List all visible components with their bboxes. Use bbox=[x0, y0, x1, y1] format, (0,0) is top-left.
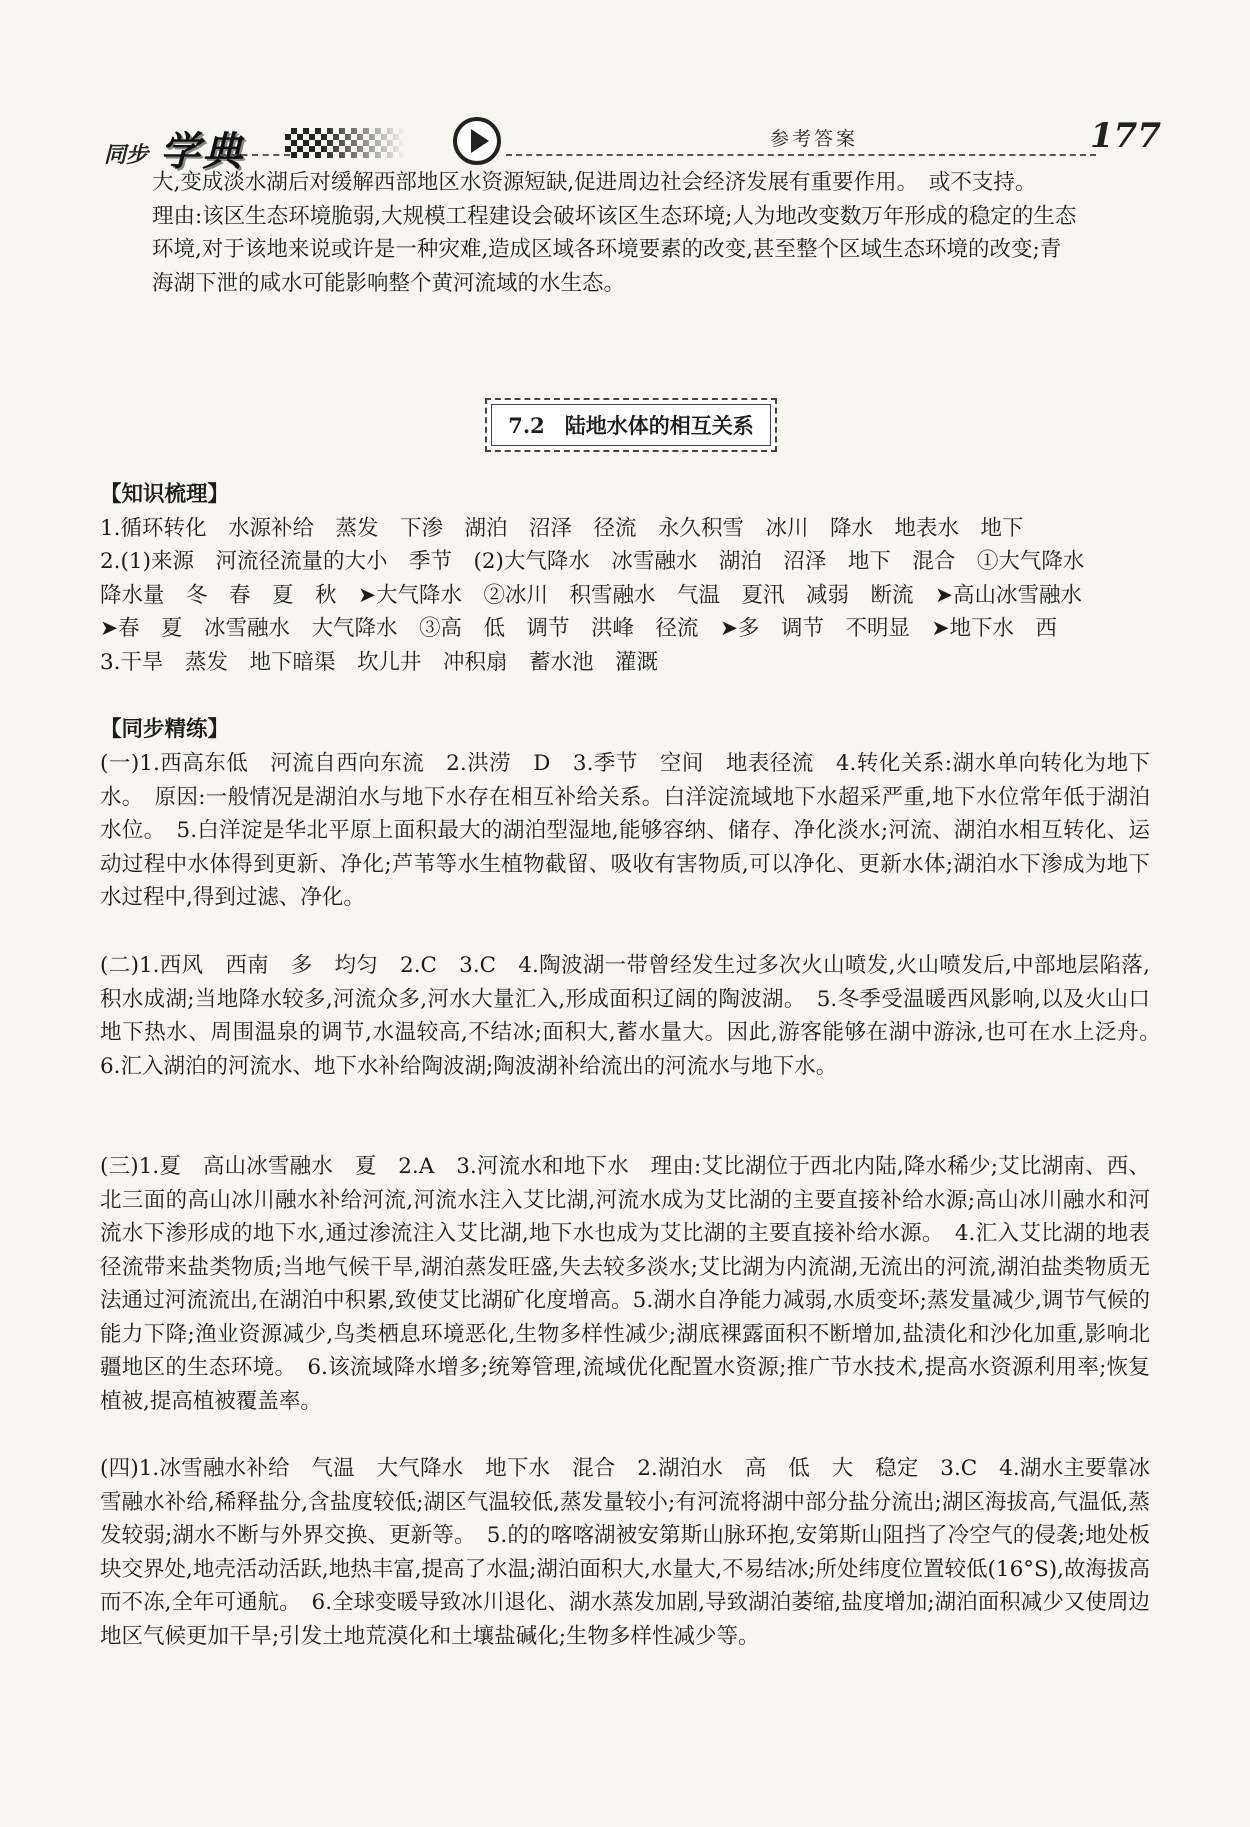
intro-paragraph bbox=[152, 166, 1152, 300]
practice-paragraph: (三)1.夏 高山冰雪融水 夏 2.A 3.河流水和地下水 理由:艾比湖位于西北内陆,降水稀少;艾比湖南、西、北三面的高山冰川融水补给河流,河流水注入艾比湖,河流水成为艾比湖的主要直接补给水源;高山冰川融水和河流水下渗形成的地下水,通过渗流注入艾比湖,地下水也成为艾比湖的主要直接补给水源。 4.汇入艾比湖的地表径流带来盐类物质;当地气候干旱,湖泊蒸发旺盛,失去较多淡水;艾比湖为内流湖,无流出的河流,湖泊盐类物质无法通过河流流出,在湖泊中积累,致使艾比湖矿化度增高。5.湖水自净能力减弱,水质变坏;蒸发量减少,调节气候的能力下降;渔业资源减少,鸟类栖息环境恶化,生物多样性减少;湖底裸露面积不断增加,盐渍化和沙化加重,影响北疆地区的生态环境。 6.该流域降水增多;统筹管理,流域优化配置水资源;推广节水技术,提高水资源利用率;恢复植被,提高植被覆盖率。 bbox=[100, 1154, 1150, 1414]
checker-decoration bbox=[285, 128, 405, 158]
knowledge-line: 1.循环转化 水源补给 蒸发 下渗 湖泊 沼泽 径流 永久积雪 冰川 降水 地表水 地下 bbox=[100, 515, 1024, 541]
practice-heading: 【同步精练】 bbox=[100, 717, 230, 742]
knowledge-section bbox=[100, 478, 1150, 679]
practice-paragraph: (一)1.西高东低 河流自西向东流 2.洪涝 D 3.季节 空间 地表径流 4.转化关系:湖水单向转化为地下水。 原因:一般情况是湖泊水与地下水存在相互补给关系。白洋淀流域地下水超采严重,地下水位常年低于湖泊水位。 5.白洋淀是华北平原上面积最大的湖泊型湿地,能够容纳、储存、净化淡水;河流、湖泊水相互转化、运动过程中水体得到更新、净化;芦苇等水生植物截留、吸收有害物质,可以净化、更新水体;湖泊水下渗成为地下水过程中,得到过滤、净化。 bbox=[100, 751, 1150, 910]
header-title: 参考答案 bbox=[770, 128, 859, 150]
intro-line: 海湖下泄的咸水可能影响整个黄河流域的水生态。 bbox=[152, 270, 626, 296]
page-header bbox=[90, 112, 1161, 175]
practice-section bbox=[100, 713, 1150, 747]
practice-part-3 bbox=[100, 1150, 1150, 1418]
intro-line: 环境,对于该地来说或许是一种灾难,造成区域各环境要素的改变,甚至整个区域生态环境的改变;青 bbox=[152, 237, 1062, 262]
header-divider bbox=[220, 154, 290, 156]
header-divider bbox=[506, 154, 1096, 156]
practice-part-1 bbox=[100, 747, 1150, 915]
practice-part-4 bbox=[100, 1452, 1150, 1653]
intro-line: 理由:该区生态环境脆弱,大规模工程建设会破坏该区生态环境;人为地改变数万年形成的稳定的生态 bbox=[152, 203, 1077, 229]
page-number: 177 bbox=[1090, 116, 1161, 156]
knowledge-heading: 【知识梳理】 bbox=[100, 482, 230, 507]
practice-paragraph: (二)1.西风 西南 多 均匀 2.C 3.C 4.陶波湖一带曾经发生过多次火山喷发,火山喷发后,中部地层陷落,积水成湖;当地降水较多,河流众多,河水大量汇入,形成面积辽阔的陶波湖。 5.冬季受温暖西风影响,以及火山口地下热水、周围温泉的调节,水温较高,不结冰;面积大,蓄水量大。因此,游客能够在湖中游泳,也可在水上泛舟。 6.汇入湖泊的河流水、地下水补给陶波湖;陶波湖补给流出的河流水与地下水。 bbox=[100, 953, 1172, 1079]
logo-small-text: 同步 bbox=[104, 142, 149, 168]
intro-line: 大,变成淡水湖后对缓解西部地区水资源短缺,促进周边社会经济发展有重要作用。 或不支持。 bbox=[152, 170, 1037, 195]
knowledge-line: ➤春 夏 冰雪融水 大气降水 ③高 低 调节 洪峰 径流 ➤多 调节 不明显 ➤地下水 西 bbox=[100, 616, 1058, 641]
section-number: 7.2 bbox=[508, 412, 545, 438]
logo-text: 学典 bbox=[160, 128, 244, 175]
knowledge-line: 2.(1)来源 河流径流量的大小 季节 (2)大气降水 冰雪融水 湖泊 沼泽 地下 混合 ①大气降水 bbox=[100, 549, 1085, 574]
practice-paragraph: (四)1.冰雪融水补给 气温 大气降水 地下水 混合 2.湖泊水 高 低 大 稳定 3.C 4.湖水主要靠冰雪融水补给,稀释盐分,含盐度较低;湖区气温较低,蒸发量较小;有河流将湖中部分盐分流出;湖区海拔高,气温低,蒸发较弱;湖水不断与外界交换、更新等。 5.的的喀喀湖被安第斯山脉环抱,安第斯山阻挡了冷空气的侵袭;地处板块交界处,地壳活动活跃,地热丰富,提高了水温;湖泊面积大,水量大,不易结冰;所处纬度位置较低(16°S),故海拔高而不冻,全年可通航。 6.全球变暖导致冰川退化、湖水蒸发加剧,导致湖泊萎缩,盐度增加;湖泊面积减少又使周边地区气候更加干旱;引发土地荒漠化和土壤盐碱化;生物多样性减少等。 bbox=[100, 1456, 1150, 1649]
knowledge-line: 3.干旱 蒸发 地下暗渠 坎儿井 冲积扇 蓄水池 灌溉 bbox=[100, 649, 659, 675]
practice-part-2 bbox=[100, 949, 1172, 1083]
play-icon bbox=[452, 116, 502, 166]
section-title: 陆地水体的相互关系 bbox=[564, 413, 754, 438]
knowledge-line: 降水量 冬 春 夏 秋 ➤大气降水 ②冰川 积雪融水 气温 夏汛 减弱 断流 ➤高山冰雪融水 bbox=[100, 582, 1083, 608]
section-title-box bbox=[485, 398, 777, 452]
